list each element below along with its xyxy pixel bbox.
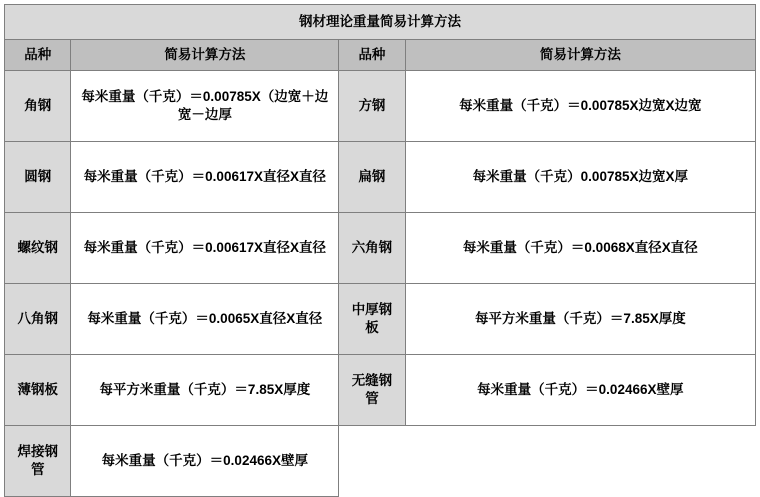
table-row [5, 71, 756, 142]
column-header-formula-right: 简易计算方法 [405, 40, 755, 71]
formula-cell: 每米重量（千克）＝0.00785X（边宽＋边宽－边厚 [71, 71, 339, 142]
table-row [5, 355, 756, 426]
page-title: 钢材理论重量简易计算方法 [5, 5, 756, 40]
formula-cell: 每米重量（千克）＝0.0068X直径X直径 [405, 213, 755, 284]
column-header-category-left: 品种 [5, 40, 71, 71]
formula-cell: 每米重量（千克）＝0.02466X壁厚 [71, 426, 339, 497]
category-cell: 薄钢板 [5, 355, 71, 426]
formula-cell: 每米重量（千克）＝0.00785X边宽X边宽 [405, 71, 755, 142]
formula-cell: 每米重量（千克）＝0.0065X直径X直径 [71, 284, 339, 355]
table-row [5, 142, 756, 213]
formula-cell: 每米重量（千克）＝0.00617X直径X直径 [71, 213, 339, 284]
category-cell: 圆钢 [5, 142, 71, 213]
empty-cell [405, 426, 755, 497]
table-row [5, 284, 756, 355]
steel-weight-table [4, 4, 756, 497]
table-title-row [5, 5, 756, 40]
empty-cell [339, 426, 405, 497]
category-cell: 螺纹钢 [5, 213, 71, 284]
formula-cell: 每米重量（千克）＝0.02466X壁厚 [405, 355, 755, 426]
formula-cell: 每米重量（千克）0.00785X边宽X厚 [405, 142, 755, 213]
document-sheet [0, 4, 760, 495]
table-row [5, 426, 756, 497]
category-cell: 六角钢 [339, 213, 405, 284]
category-cell: 焊接钢管 [5, 426, 71, 497]
category-cell: 角钢 [5, 71, 71, 142]
category-cell: 无缝钢管 [339, 355, 405, 426]
category-cell: 扁钢 [339, 142, 405, 213]
column-header-category-right: 品种 [339, 40, 405, 71]
column-header-formula-left: 简易计算方法 [71, 40, 339, 71]
table-row [5, 213, 756, 284]
category-cell: 中厚钢板 [339, 284, 405, 355]
formula-cell: 每米重量（千克）＝0.00617X直径X直径 [71, 142, 339, 213]
formula-cell: 每平方米重量（千克）＝7.85X厚度 [71, 355, 339, 426]
category-cell: 八角钢 [5, 284, 71, 355]
table-header-row [5, 40, 756, 71]
category-cell: 方钢 [339, 71, 405, 142]
formula-cell: 每平方米重量（千克）＝7.85X厚度 [405, 284, 755, 355]
